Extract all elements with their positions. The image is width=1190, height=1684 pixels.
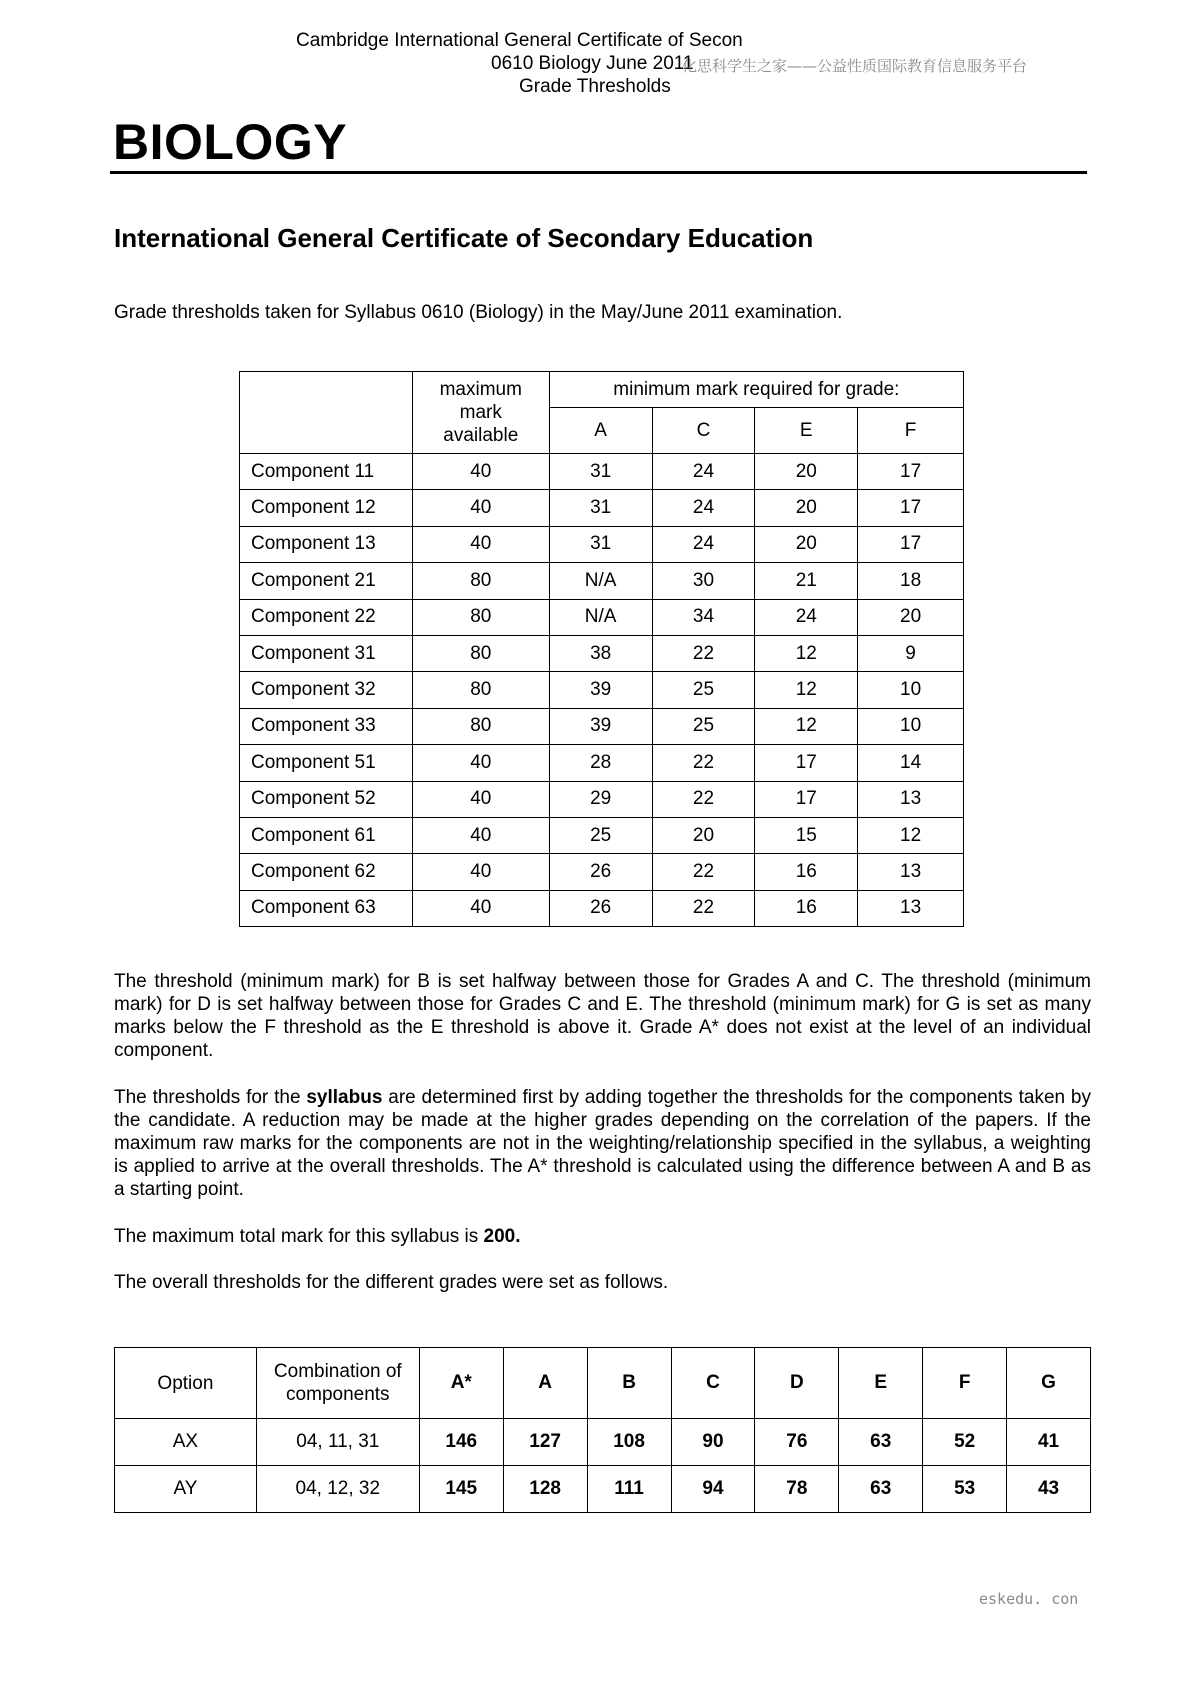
page-title: BIOLOGY xyxy=(113,114,348,170)
max-mark-cell: 40 xyxy=(412,526,549,562)
grade-a-cell: 26 xyxy=(549,890,652,926)
page-subtitle: International General Certificate of Secondary Education xyxy=(114,223,814,253)
overall-grade-header: B xyxy=(587,1348,671,1419)
overall-grade-header: G xyxy=(1007,1348,1091,1419)
grade-e-cell: 16 xyxy=(755,890,858,926)
overall-thresholds-table xyxy=(114,1347,1091,1513)
threshold-cell: 78 xyxy=(755,1466,839,1513)
threshold-cell: 63 xyxy=(839,1466,923,1513)
threshold-cell: 43 xyxy=(1007,1466,1091,1513)
option-cell: AX xyxy=(115,1419,257,1466)
grade-f-cell: 13 xyxy=(858,781,964,817)
grade-f-cell: 10 xyxy=(858,708,964,744)
syllabus-thresholds-paragraph: The thresholds for the syllabus are determined first by adding together the thresholds for the components taken by the candidate. A reduction may be made at the higher grades depending on the correlation of the papers. If the maximum raw marks for the components are not in the weighting/relationship specified in the syllabus, a weighting is applied to arrive at the overall thresholds. The A* threshold is calculated using the difference between A and B as a starting point. xyxy=(114,1087,1091,1200)
option-header: Option xyxy=(115,1348,257,1419)
grade-a-cell: N/A xyxy=(549,563,652,599)
grade-e-cell: 12 xyxy=(755,672,858,708)
table-row xyxy=(240,599,964,635)
grade-f-cell: 17 xyxy=(858,454,964,490)
table-row xyxy=(240,708,964,744)
grade-a-cell: 39 xyxy=(549,672,652,708)
grade-a-cell: 38 xyxy=(549,635,652,671)
grade-f-cell: 9 xyxy=(858,635,964,671)
grade-f-cell: 12 xyxy=(858,817,964,853)
combination-header: Combination of components xyxy=(256,1348,419,1419)
grade-e-cell: 12 xyxy=(755,635,858,671)
grade-a-cell: 39 xyxy=(549,708,652,744)
overall-grade-header: F xyxy=(923,1348,1007,1419)
table-row xyxy=(240,854,964,890)
grade-c-cell: 24 xyxy=(652,526,755,562)
component-name: Component 32 xyxy=(240,672,413,708)
combination-cell: 04, 11, 31 xyxy=(256,1419,419,1466)
max-mark-header: maximum mark available xyxy=(412,372,549,454)
title-divider xyxy=(110,171,1087,174)
max-mark-cell: 40 xyxy=(412,454,549,490)
threshold-cell: 90 xyxy=(671,1419,755,1466)
grade-header-a: A xyxy=(549,408,652,454)
grade-f-cell: 10 xyxy=(858,672,964,708)
grade-c-cell: 22 xyxy=(652,745,755,781)
grade-f-cell: 20 xyxy=(858,599,964,635)
max-mark-cell: 40 xyxy=(412,890,549,926)
max-mark-cell: 40 xyxy=(412,781,549,817)
max-mark-cell: 80 xyxy=(412,599,549,635)
grade-f-cell: 14 xyxy=(858,745,964,781)
table-corner-cell xyxy=(240,372,413,454)
component-name: Component 52 xyxy=(240,781,413,817)
min-mark-header: minimum mark required for grade: xyxy=(549,372,963,408)
grade-c-cell: 22 xyxy=(652,635,755,671)
threshold-cell: 76 xyxy=(755,1419,839,1466)
grade-f-cell: 13 xyxy=(858,854,964,890)
grade-c-cell: 25 xyxy=(652,708,755,744)
table-row xyxy=(240,890,964,926)
component-name: Component 33 xyxy=(240,708,413,744)
threshold-cell: 111 xyxy=(587,1466,671,1513)
grade-c-cell: 30 xyxy=(652,563,755,599)
grade-e-cell: 16 xyxy=(755,854,858,890)
component-name: Component 61 xyxy=(240,817,413,853)
table-row xyxy=(115,1419,1091,1466)
grade-f-cell: 18 xyxy=(858,563,964,599)
max-mark-cell: 40 xyxy=(412,745,549,781)
component-name: Component 63 xyxy=(240,890,413,926)
grade-rules-paragraph: The threshold (minimum mark) for B is set halfway between those for Grades A and C. The threshold (minimum mark) for D is set halfway between those for Grades C and E. The threshold (minimum mark) for G is set as many marks below the F threshold as the E threshold is above it. Grade A* does not exist at the level of an individual component. xyxy=(114,971,1091,1061)
threshold-cell: 52 xyxy=(923,1419,1007,1466)
table-row xyxy=(240,635,964,671)
grade-f-cell: 17 xyxy=(858,490,964,526)
grade-e-cell: 17 xyxy=(755,745,858,781)
grade-c-cell: 22 xyxy=(652,854,755,890)
table-row xyxy=(240,745,964,781)
grade-e-cell: 24 xyxy=(755,599,858,635)
header-subtitle: Grade Thresholds xyxy=(519,76,671,97)
grade-c-cell: 34 xyxy=(652,599,755,635)
overall-grade-header: D xyxy=(755,1348,839,1419)
max-mark-cell: 40 xyxy=(412,490,549,526)
grade-a-cell: 29 xyxy=(549,781,652,817)
grade-a-cell: 25 xyxy=(549,817,652,853)
table-row xyxy=(240,490,964,526)
combination-cell: 04, 12, 32 xyxy=(256,1466,419,1513)
header-syllabus: 0610 Biology June 2011 xyxy=(491,53,694,74)
table-row xyxy=(240,672,964,708)
table-row xyxy=(240,781,964,817)
overall-grade-header: E xyxy=(839,1348,923,1419)
overall-grade-header: A* xyxy=(419,1348,503,1419)
threshold-cell: 94 xyxy=(671,1466,755,1513)
grade-e-cell: 12 xyxy=(755,708,858,744)
footer-watermark: eskedu. con xyxy=(979,1590,1079,1608)
overall-grade-header: C xyxy=(671,1348,755,1419)
grade-e-cell: 17 xyxy=(755,781,858,817)
threshold-cell: 128 xyxy=(503,1466,587,1513)
threshold-cell: 63 xyxy=(839,1419,923,1466)
option-cell: AY xyxy=(115,1466,257,1513)
component-name: Component 51 xyxy=(240,745,413,781)
table-row xyxy=(115,1466,1091,1513)
max-mark-cell: 80 xyxy=(412,563,549,599)
table-row xyxy=(240,454,964,490)
component-thresholds-table xyxy=(239,371,964,927)
grade-header-f: F xyxy=(858,408,964,454)
grade-e-cell: 20 xyxy=(755,490,858,526)
threshold-cell: 53 xyxy=(923,1466,1007,1513)
grade-a-cell: 31 xyxy=(549,490,652,526)
component-name: Component 31 xyxy=(240,635,413,671)
grade-c-cell: 24 xyxy=(652,454,755,490)
max-mark-cell: 40 xyxy=(412,817,549,853)
component-name: Component 22 xyxy=(240,599,413,635)
grade-header-e: E xyxy=(755,408,858,454)
intro-text: Grade thresholds taken for Syllabus 0610 (Biology) in the May/June 2011 examination. xyxy=(114,302,843,323)
max-mark-cell: 80 xyxy=(412,708,549,744)
component-name: Component 12 xyxy=(240,490,413,526)
threshold-cell: 145 xyxy=(419,1466,503,1513)
grade-c-cell: 22 xyxy=(652,890,755,926)
grade-c-cell: 24 xyxy=(652,490,755,526)
grade-c-cell: 20 xyxy=(652,817,755,853)
max-mark-cell: 40 xyxy=(412,854,549,890)
grade-e-cell: 21 xyxy=(755,563,858,599)
component-name: Component 11 xyxy=(240,454,413,490)
grade-c-cell: 25 xyxy=(652,672,755,708)
table-row xyxy=(240,817,964,853)
threshold-cell: 108 xyxy=(587,1419,671,1466)
overall-grade-header: A xyxy=(503,1348,587,1419)
header-exam-title: Cambridge International General Certificate of Secon xyxy=(296,30,743,51)
grade-e-cell: 20 xyxy=(755,454,858,490)
grade-e-cell: 15 xyxy=(755,817,858,853)
max-mark-cell: 80 xyxy=(412,672,549,708)
grade-c-cell: 22 xyxy=(652,781,755,817)
component-name: Component 62 xyxy=(240,854,413,890)
threshold-cell: 146 xyxy=(419,1419,503,1466)
grade-header-c: C xyxy=(652,408,755,454)
grade-a-cell: 26 xyxy=(549,854,652,890)
grade-f-cell: 13 xyxy=(858,890,964,926)
max-total-paragraph: The maximum total mark for this syllabus is 200. xyxy=(114,1226,521,1247)
threshold-cell: 127 xyxy=(503,1419,587,1466)
grade-e-cell: 20 xyxy=(755,526,858,562)
component-name: Component 13 xyxy=(240,526,413,562)
max-mark-cell: 80 xyxy=(412,635,549,671)
threshold-cell: 41 xyxy=(1007,1419,1091,1466)
table-row xyxy=(240,563,964,599)
table-row xyxy=(240,526,964,562)
grade-f-cell: 17 xyxy=(858,526,964,562)
component-name: Component 21 xyxy=(240,563,413,599)
header-watermark: 化思科学生之家——公益性质国际教育信息服务平台 xyxy=(682,57,1028,75)
grade-a-cell: 31 xyxy=(549,526,652,562)
overall-intro-paragraph: The overall thresholds for the different grades were set as follows. xyxy=(114,1272,669,1293)
grade-a-cell: 28 xyxy=(549,745,652,781)
grade-a-cell: N/A xyxy=(549,599,652,635)
grade-a-cell: 31 xyxy=(549,454,652,490)
